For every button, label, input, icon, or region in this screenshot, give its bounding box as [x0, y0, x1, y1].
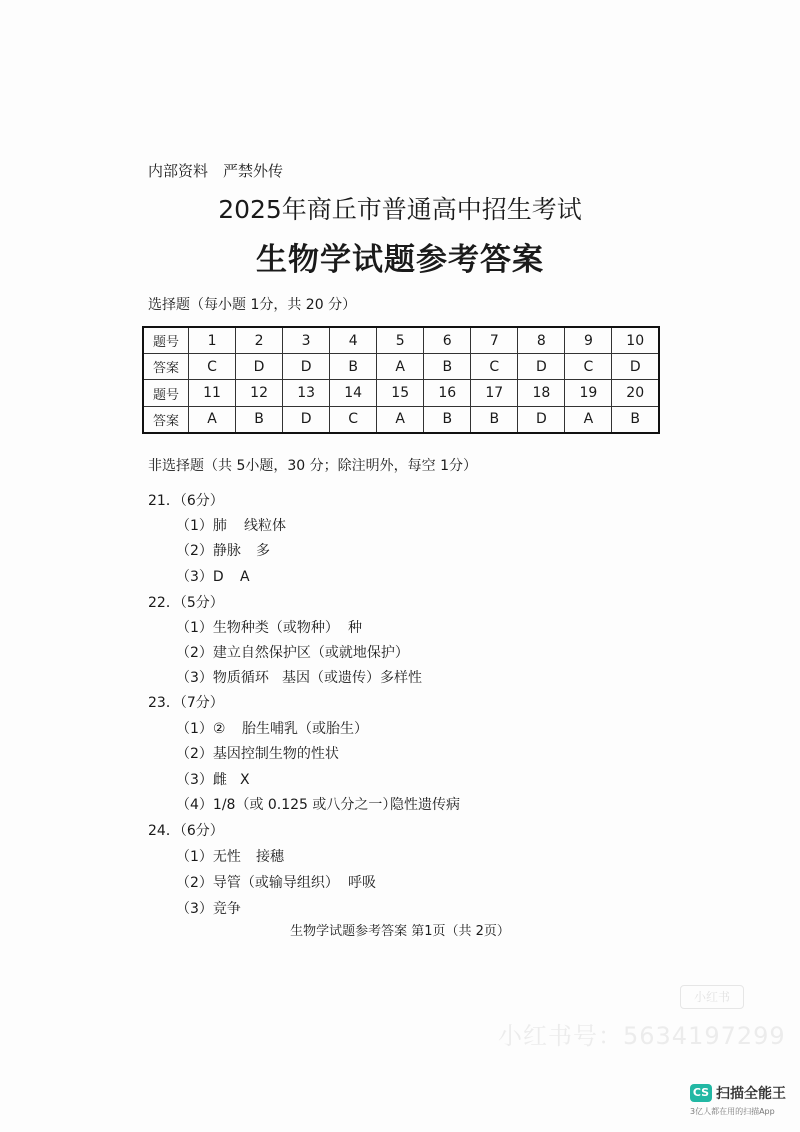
answer-text: 线粒体	[244, 518, 286, 534]
table-cell: 10	[612, 327, 659, 354]
table-cell: D	[283, 406, 330, 433]
table-cell: B	[471, 406, 518, 433]
scanner-tagline: 3亿人都在用的扫描App	[690, 1107, 775, 1116]
confidential-note: 内部资料 严禁外传	[148, 162, 284, 180]
table-cell: 7	[471, 327, 518, 354]
table-cell: 16	[424, 380, 471, 406]
question-22-part-2	[176, 642, 409, 662]
table-cell: B	[236, 406, 283, 433]
table-row	[143, 406, 659, 433]
question-21-part-1	[176, 515, 286, 535]
table-cell: D	[518, 406, 565, 433]
table-cell: C	[330, 406, 377, 433]
table-row	[143, 380, 659, 406]
table-cell: 17	[471, 380, 518, 406]
table-cell: 8	[518, 327, 565, 354]
table-cell: C	[565, 354, 612, 380]
table-row	[143, 354, 659, 380]
row-header-cell: 答案	[143, 406, 189, 433]
table-cell: 12	[236, 380, 283, 406]
question-21-head: 21．（6分）	[148, 493, 224, 509]
table-cell: 6	[424, 327, 471, 354]
answer-text: （3）雌	[176, 772, 227, 788]
answer-text: X	[240, 772, 250, 788]
table-cell: A	[377, 354, 424, 380]
question-22-part-1	[176, 617, 362, 637]
answer-text: 隐性遗传病	[390, 797, 460, 813]
question-23-part-3	[176, 769, 250, 789]
table-cell: 1	[189, 327, 236, 354]
row-header-cell: 题号	[143, 327, 189, 354]
question-23-part-4	[176, 794, 460, 814]
answer-key-title: 生物学试题参考答案	[256, 242, 544, 278]
non-choice-heading: 非选择题（共 5小题，30 分；除注明外，每空 1分）	[148, 458, 477, 474]
answer-text: （2）建立自然保护区（或就地保护）	[176, 645, 409, 661]
table-cell: A	[377, 406, 424, 433]
scanner-app-name: 扫描全能王	[716, 1086, 786, 1102]
question-22-part-3	[176, 667, 422, 687]
exam-title: 2025年商丘市普通高中招生考试	[218, 195, 582, 224]
answer-text: （1）②	[176, 721, 226, 737]
row-header-cell: 答案	[143, 354, 189, 380]
table-cell: D	[283, 354, 330, 380]
table-row	[143, 327, 659, 354]
table-cell: 4	[330, 327, 377, 354]
camscanner-logo-icon: CS	[690, 1084, 712, 1102]
watermark-logo: 小红书	[680, 985, 744, 1009]
answer-text: 多	[256, 543, 270, 559]
answer-text: （3）物质循环	[176, 670, 269, 686]
answer-text: （2）导管（或输导组织）	[176, 875, 339, 891]
answer-text: （4）1/8（或 0.125 或八分之一）	[176, 797, 397, 813]
row-header-cell: 题号	[143, 380, 189, 406]
answer-text: 呼吸	[348, 875, 376, 891]
question-23-part-1	[176, 718, 368, 738]
question-24-part-1	[176, 846, 284, 866]
answer-text: （1）生物种类（或物种）	[176, 620, 339, 636]
page-footer: 生物学试题参考答案 第1页（共 2页）	[290, 924, 510, 939]
answer-text: 接穗	[256, 849, 284, 865]
table-cell: D	[518, 354, 565, 380]
question-23-part-2	[176, 743, 339, 763]
table-cell: 3	[283, 327, 330, 354]
table-cell: A	[565, 406, 612, 433]
table-cell: A	[189, 406, 236, 433]
answer-text: 种	[348, 620, 362, 636]
table-cell: 5	[377, 327, 424, 354]
table-cell: 18	[518, 380, 565, 406]
table-cell: 14	[330, 380, 377, 406]
table-cell: 19	[565, 380, 612, 406]
table-cell: 2	[236, 327, 283, 354]
table-cell: C	[189, 354, 236, 380]
answer-table	[142, 326, 660, 434]
table-cell: 20	[612, 380, 659, 406]
table-cell: C	[471, 354, 518, 380]
question-23-head: 23．（7分）	[148, 695, 224, 711]
answer-text: 胎生哺乳（或胎生）	[242, 721, 368, 737]
table-cell: 15	[377, 380, 424, 406]
question-21-part-3	[176, 566, 250, 586]
question-22-head: 22．（5分）	[148, 595, 224, 611]
answer-text: （3）D	[176, 569, 224, 585]
answer-text: （1）无性	[176, 849, 241, 865]
question-24-part-3	[176, 898, 241, 918]
answer-text: （3）竞争	[176, 901, 241, 917]
table-cell: D	[236, 354, 283, 380]
answer-text: A	[240, 569, 250, 585]
answer-text: （2）静脉	[176, 543, 241, 559]
table-cell: B	[424, 354, 471, 380]
table-cell: 11	[189, 380, 236, 406]
watermark-text: 小红书号：5634197299	[498, 1022, 786, 1050]
table-cell: B	[424, 406, 471, 433]
table-cell: B	[330, 354, 377, 380]
table-cell: 13	[283, 380, 330, 406]
answer-text: （2）基因控制生物的性状	[176, 746, 339, 762]
table-cell: 9	[565, 327, 612, 354]
multiple-choice-heading: 选择题（每小题 1分，共 20 分）	[148, 297, 357, 313]
table-cell: D	[612, 354, 659, 380]
question-24-head: 24．（6分）	[148, 823, 224, 839]
answer-text: （1）肺	[176, 518, 227, 534]
question-24-part-2	[176, 872, 376, 892]
question-21-part-2	[176, 540, 270, 560]
table-cell: B	[612, 406, 659, 433]
answer-text: 基因（或遗传）多样性	[282, 670, 422, 686]
